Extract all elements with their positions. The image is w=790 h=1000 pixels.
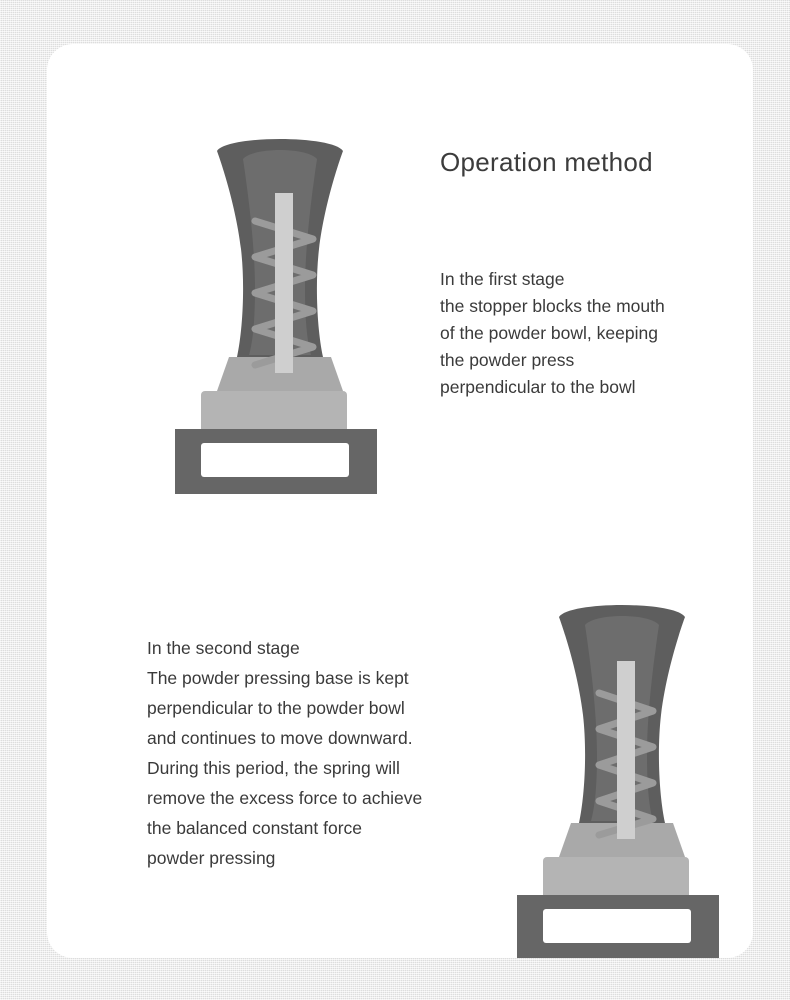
page-title: Operation method [440, 147, 653, 177]
stage-one-text-block [440, 266, 750, 401]
stage-one-line-5: perpendicular to the bowl [440, 377, 636, 397]
stage-two-line-8: powder pressing [147, 848, 276, 868]
portafilter-cavity [543, 909, 691, 943]
stage-two-line-3: perpendicular to the powder bowl [147, 698, 405, 718]
stage-two-line-2: The powder pressing base is kept [147, 668, 409, 688]
stage-one-line-1: In the first stage [440, 269, 565, 289]
stage-two-line-6: remove the excess force to achieve [147, 788, 423, 808]
tamper-shaft [617, 661, 635, 839]
stage-two-text-block [147, 633, 517, 873]
stage-two-line-7: the balanced constant force [147, 818, 363, 838]
stage-two-line-1: In the second stage [147, 638, 300, 658]
coffee-tamper-stage-one-illustration [165, 129, 395, 504]
tamper-base-plate [543, 857, 689, 901]
tamper-base-plate [201, 391, 347, 435]
stage-two-line-5: During this period, the spring will [147, 758, 400, 778]
portafilter-cavity [201, 443, 349, 477]
stage-one-line-3: of the powder bowl, keeping [440, 323, 658, 343]
tamper-shaft [275, 193, 293, 373]
coffee-tamper-stage-two-illustration [507, 595, 737, 958]
diagram-card [47, 44, 753, 958]
stage-two-line-4: and continues to move downward. [147, 728, 413, 748]
stage-one-line-2: the stopper blocks the mouth [440, 296, 665, 316]
stage-one-line-4: the powder press [440, 350, 575, 370]
